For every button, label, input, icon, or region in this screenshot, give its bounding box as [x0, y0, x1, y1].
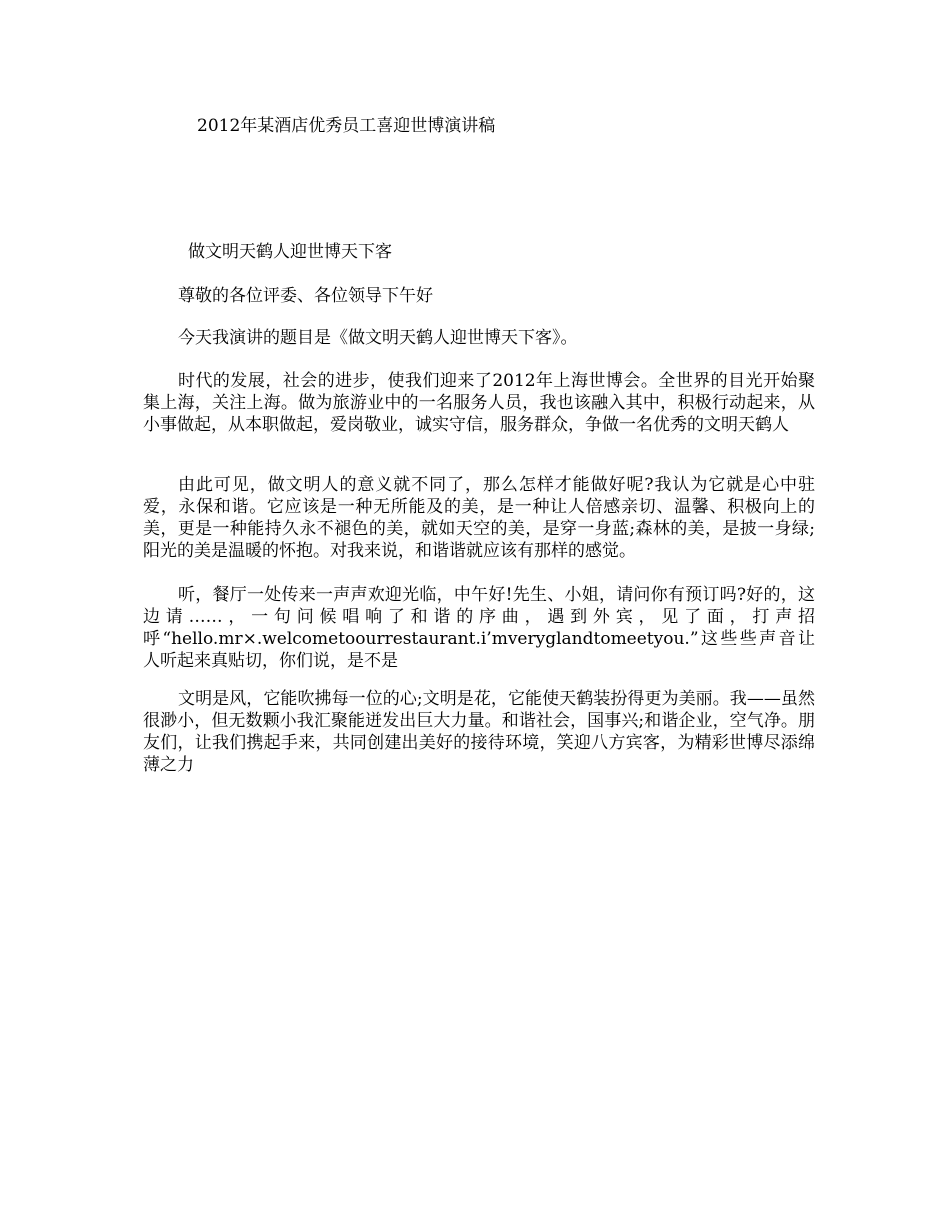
body-paragraph-3: 听，餐厅一处传来一声声欢迎光临，中午好!先生、小姐，请问你有预订吗?好的，这边请……，一句问候唱响了和谐的序曲，遇到外宾，见了面，打声招呼“hello.mr×.welcometoourrestaurant.i’mveryglandtomeetyou.”这些些声音让人听起来真贴切，你们说，是不是 — [143, 585, 815, 671]
body-paragraph-4: 文明是风，它能吹拂每一位的心;文明是花，它能使天鹤装扮得更为美丽。我——虽然很渺小，但无数颗小我汇聚能迸发出巨大力量。和谐社会，国事兴;和谐企业，空气净。朋友们，让我们携起手来，共同创建出美好的接待环境，笑迎八方宾客，为精彩世博尽添绵薄之力 — [143, 689, 815, 775]
body-paragraph-2: 由此可见，做文明人的意义就不同了，那么怎样才能做好呢?我认为它就是心中驻爱，永保和谐。它应该是一种无所能及的美，是一种让人倍感亲切、温馨、积极向上的美，更是一种能持久永不褪色的美，就如天空的美，是穿一身蓝;森林的美，是披一身绿;阳光的美是温暖的怀抱。对我来说，和谐谐就应该有那样的感觉。 — [143, 475, 815, 561]
topic-line: 今天我演讲的题目是《做文明天鹤人迎世博天下客》。 — [178, 328, 578, 348]
speech-subtitle: 做文明天鹤人迎世博天下客 — [188, 242, 392, 262]
salutation-line: 尊敬的各位评委、各位领导下午好 — [178, 286, 433, 306]
document-title: 2012年某酒店优秀员工喜迎世博演讲稿 — [197, 116, 496, 136]
body-paragraph-1: 时代的发展，社会的进步，使我们迎来了2012年上海世博会。全世界的目光开始聚集上海，关注上海。做为旅游业中的一名服务人员，我也该融入其中，积极行动起来，从小事做起，从本职做起，爱岗敬业，诚实守信，服务群众，争做一名优秀的文明天鹤人 — [143, 371, 815, 435]
